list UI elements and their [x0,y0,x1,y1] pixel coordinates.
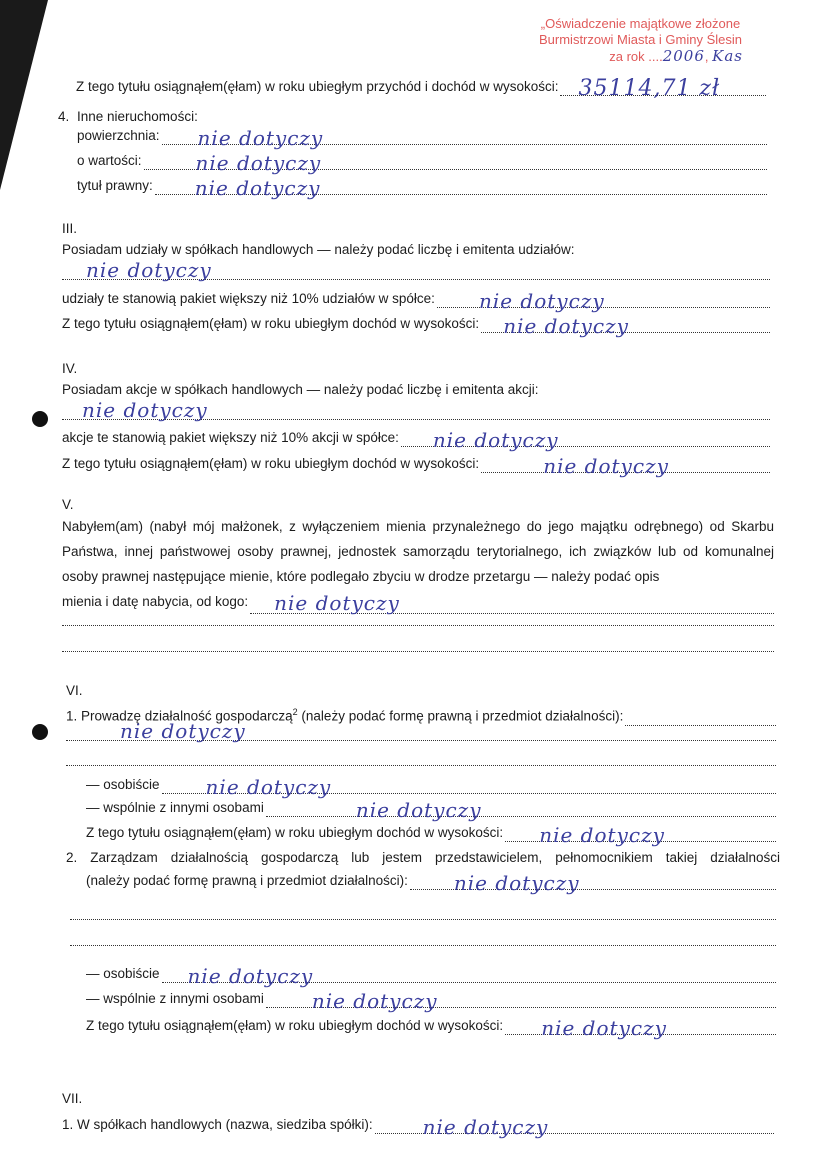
section-iv-heading: IV. [62,361,78,376]
companies-field[interactable] [375,1115,774,1139]
management-line-2 [86,871,776,895]
value-handwriting: nie dotyczy [195,151,322,175]
shares-income-handwriting: nie dotyczy [503,314,629,338]
top-income-label: Z tego tytułu osiągnąłem(ęłam) w roku ubiegłym przychód i dochód w wysokości: [76,79,559,94]
management-personal-label: — osobiście [86,966,160,981]
shares-income-label: Z tego tytułu osiągnąłem(ęłam) w roku ubiegłym dochód w wysokości: [62,316,480,331]
shares-field[interactable] [62,258,770,282]
business-personal-handwriting: nie dotyczy [205,775,332,799]
management-label: (należy podać formę prawną i przedmiot działalności): [86,873,408,888]
stamp-line-2: Burmistrzowi Miasta i Gminy Ślesin [539,32,742,47]
management-joint-handwriting: nie dotyczy [311,989,438,1013]
stock-income-label: Z tego tytułu osiągnąłem(ęłam) w roku ubiegłym dochód w wysokości: [62,456,480,471]
management-personal-field[interactable] [162,964,776,988]
legal-title-line [77,176,767,200]
business-personal-label: — osobiście [86,777,160,792]
punch-hole-top [32,411,48,427]
section-iii-intro: Posiadam udziały w spółkach handlowych — należy podać liczbę i emitenta udziałów: [62,242,575,257]
section-vi-heading: VI. [66,683,83,698]
stamp-year: 2006 [662,47,705,65]
stamp-signature: Kas [712,47,743,65]
top-income-line [76,76,766,101]
shares-handwriting: nie dotyczy [86,258,212,282]
top-income-field[interactable] [560,76,766,101]
value-field[interactable] [144,151,767,175]
declaration-stamp [518,16,763,65]
legal-title-label: tytuł prawny: [77,178,153,193]
stamp-line-3: za rok ....2006, Kas [609,47,743,65]
section-v-last-line [62,589,774,614]
section-v-paragraph [62,514,774,614]
business-income-handwriting: nie dotyczy [539,823,665,847]
management-handwriting: nie dotyczy [453,871,580,895]
business-income-field[interactable] [505,823,776,847]
section-v-heading: V. [62,497,74,512]
shares-pct-handwriting: nie dotyczy [478,289,605,313]
management-joint-label: — wspólnie z innymi osobami [86,991,264,1006]
shares-pct-label: udziały te stanowią pakiet większy niż 10% udziałów w spółce: [62,291,435,306]
stock-income-line [62,454,770,478]
companies-handwriting: nie dotyczy [422,1115,549,1139]
companies-line [62,1115,774,1139]
shares-income-line [62,314,770,338]
business-extra-line-1[interactable] [66,719,776,743]
acquisition-field[interactable] [250,591,774,615]
business-extra-line-2[interactable] [66,764,776,766]
section-4-number: 4. [58,109,70,124]
management-income-handwriting: nie dotyczy [541,1016,667,1040]
management-income-label: Z tego tytułu osiągnąłem(ęłam) w roku ubiegłym dochód w wysokości: [86,1018,504,1033]
value-line [77,151,767,175]
area-label: powierzchnia: [77,128,160,143]
management-extra-line-2[interactable] [70,944,776,946]
area-handwriting: nie dotyczy [197,126,324,150]
management-income-line [86,1016,776,1040]
stamp-year-prefix: za rok .... [609,49,663,64]
top-income-value: 35114,71 zł [578,76,721,101]
acquisition-handwriting: nie dotyczy [274,591,400,615]
stock-income-handwriting: nie dotyczy [543,454,669,478]
management-joint-field[interactable] [266,989,776,1013]
business-income-line [86,823,776,847]
legal-title-handwriting: nie dotyczy [194,176,321,200]
stock-field[interactable] [62,398,770,422]
stamp-line-1: „Oświadczenie majątkowe złożone [540,16,741,31]
business-personal-field[interactable] [162,775,776,799]
management-joint-line [86,989,776,1013]
value-label: o wartości: [77,153,142,168]
legal-title-field[interactable] [155,176,767,200]
management-extra-line-1[interactable] [70,918,776,920]
section-4-title: Inne nieruchomości: [77,109,198,124]
section-v-text: Nabyłem(am) (nabył mój małżonek, z wyłączeniem mienia przynależnego do jego majątku odrębnego) od Skarbu Państwa, innej państwowej osoby prawnej, jednostek samorządu terytorialnego, ich związków lub od komunalnej osoby prawnej następujące mienie, które podlegało zbyciu w drodze przetargu — należy podać opis [62,519,774,584]
stock-pct-line [62,428,770,452]
shares-pct-field[interactable] [437,289,770,313]
companies-label: 1. W spółkach handlowych (nazwa, siedziba spółki): [62,1117,373,1132]
business-joint-line [86,798,776,822]
acquisition-extra-line-1[interactable] [62,624,774,626]
business-field[interactable] [625,711,776,726]
business-label: 1. Prowadzę działalność gospodarczą$^2$ (należy podać formę prawną i przedmiot działalności): [66,707,624,724]
management-line-1: 2. Zarządzam działalnością gospodarczą lub jestem przedstawicielem, pełnomocnikiem takiej działalności [66,850,780,865]
stock-pct-field[interactable] [401,428,770,452]
management-personal-line [86,964,776,988]
management-personal-handwriting: nie dotyczy [187,964,314,988]
business-joint-field[interactable] [266,798,776,822]
acquisition-extra-line-2[interactable] [62,650,774,652]
business-personal-line [86,775,776,799]
section-v-last-label: mienia i datę nabycia, od kogo: [62,594,249,609]
shares-pct-line [62,289,770,313]
business-joint-handwriting: nie dotyczy [355,798,482,822]
area-line [77,126,767,150]
section-iv-intro: Posiadam akcje w spółkach handlowych — należy podać liczbę i emitenta akcji: [62,382,539,397]
business-handwriting: nie dotyczy [120,719,246,743]
stock-pct-handwriting: nie dotyczy [432,428,559,452]
section-iii-heading: III. [62,221,78,236]
business-income-label: Z tego tytułu osiągnąłem(ęłam) w roku ubiegłym dochód w wysokości: [86,825,504,840]
business-joint-label: — wspólnie z innymi osobami [86,800,264,815]
punch-hole-bottom [32,724,48,740]
section-vii-heading: VII. [62,1091,83,1106]
stock-income-field[interactable] [481,454,770,478]
stock-handwriting: nie dotyczy [82,398,208,422]
management-field[interactable] [410,871,776,895]
management-income-field[interactable] [505,1016,776,1040]
stock-pct-label: akcje te stanowią pakiet większy niż 10% akcji w spółce: [62,430,399,445]
scan-shadow-corner [0,0,48,190]
area-field[interactable] [162,126,767,150]
shares-income-field[interactable] [481,314,770,338]
